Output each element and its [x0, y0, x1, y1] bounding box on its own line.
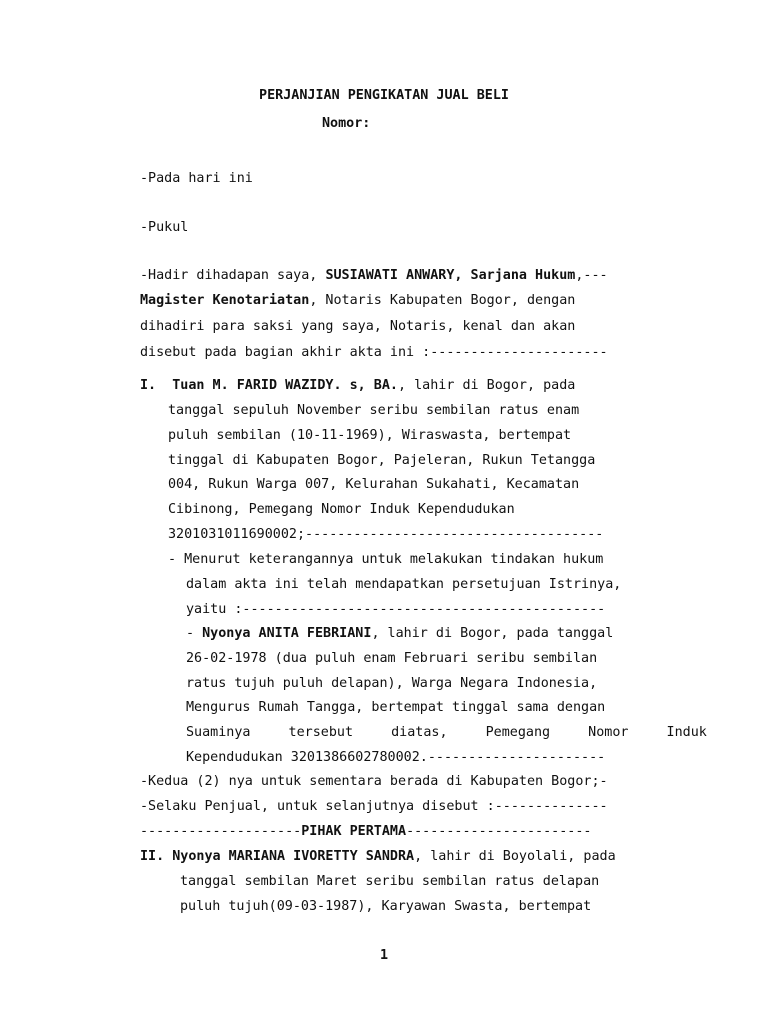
party-one-id: 3201031011690002;------------------------------------- [168, 527, 604, 542]
party-one-name: Tuan M. FARID WAZIDY. s, BA. [172, 378, 398, 393]
hadir-line-3: dihadiri para saksi yang saya, Notaris, kenal dan akan [140, 319, 576, 334]
party-two-line-3: puluh tujuh(09-03-1987), Karyawan Swasta, bertempat [180, 899, 592, 914]
page-number-row [0, 946, 768, 966]
document-number-label: Nomor: [322, 116, 371, 131]
party-one-line-5: 004, Rukun Warga 007, Kelurahan Sukahati, Kecamatan [168, 477, 580, 492]
document-title-row [0, 86, 768, 106]
page-number: 1 [379, 948, 389, 963]
hadir-line-2: Magister Kenotariatan, Notaris Kabupaten Bogor, dengan [140, 293, 576, 308]
hadir-line-4: disebut pada bagian akhir akta ini :---------------------- [140, 345, 608, 360]
party-two-line-2: tanggal sembilan Maret seribu sembilan ratus delapan [180, 874, 600, 889]
party-one-line-2: tanggal sepuluh November seribu sembilan ratus enam [168, 403, 580, 418]
party-one-line-1: I. Tuan M. FARID WAZIDY. s, BA., lahir di Bogor, pada [140, 378, 576, 393]
party-one-line-3: puluh sembilan (10-11-1969), Wiraswasta, bertempat [168, 428, 572, 443]
wife-name: Nyonya ANITA FEBRIANI [202, 626, 372, 641]
party-one-consent-2: dalam akta ini telah mendapatkan persetujuan Istrinya, [186, 577, 622, 592]
seller-line: -Selaku Penjual, untuk selanjutnya disebut :-------------- [140, 799, 608, 814]
pihak-pertama-label: PIHAK PERTAMA [301, 824, 407, 839]
wife-id: Kependudukan 3201386602780002.---------------------- [186, 750, 606, 765]
wife-line-2: 26-02-1978 (dua puluh enam Februari seribu sembilan [186, 651, 598, 666]
party-one-consent-3: yaitu :--------------------------------------------- [186, 602, 606, 617]
domicile-line: -Kedua (2) nya untuk sementara berada di Kabupaten Bogor;- [140, 774, 608, 789]
party-one-line-6: Cibinong, Pemegang Nomor Induk Kependudukan [168, 502, 515, 517]
day-line: -Pada hari ini [140, 171, 253, 186]
party-one-line-4: tinggal di Kabupaten Bogor, Pajeleran, Rukun Tetangga [168, 453, 596, 468]
pihak-pertama-line: --------------------PIHAK PERTAMA----------------------- [140, 824, 592, 839]
document-number-row [322, 114, 370, 134]
notary-name: SUSIAWATI ANWARY, Sarjana Hukum [325, 268, 576, 283]
wife-line-5: Suaminya tersebut diatas, Pemegang Nomor Induk [186, 725, 707, 740]
time-line: -Pukul [140, 220, 189, 235]
party-two-number: II. [140, 849, 165, 864]
party-two-name: Nyonya MARIANA IVORETTY SANDRA [172, 849, 415, 864]
wife-line-3: ratus tujuh puluh delapan), Warga Negara Indonesia, [186, 676, 598, 691]
party-one-number: I. [140, 378, 157, 393]
party-two-line-1: II. Nyonya MARIANA IVORETTY SANDRA, lahir di Boyolali, pada [140, 849, 616, 864]
notary-degree: Magister Kenotariatan [140, 293, 310, 308]
document-title: PERJANJIAN PENGIKATAN JUAL BELI [259, 88, 509, 103]
wife-line-4: Mengurus Rumah Tangga, bertempat tinggal sama dengan [186, 700, 606, 715]
hadir-line-1: -Hadir dihadapan saya, SUSIAWATI ANWARY, Sarjana Hukum,--- [140, 268, 608, 283]
wife-line-1: - Nyonya ANITA FEBRIANI, lahir di Bogor, pada tanggal [186, 626, 614, 641]
party-one-consent-1: - Menurut keterangannya untuk melakukan tindakan hukum [168, 552, 604, 567]
